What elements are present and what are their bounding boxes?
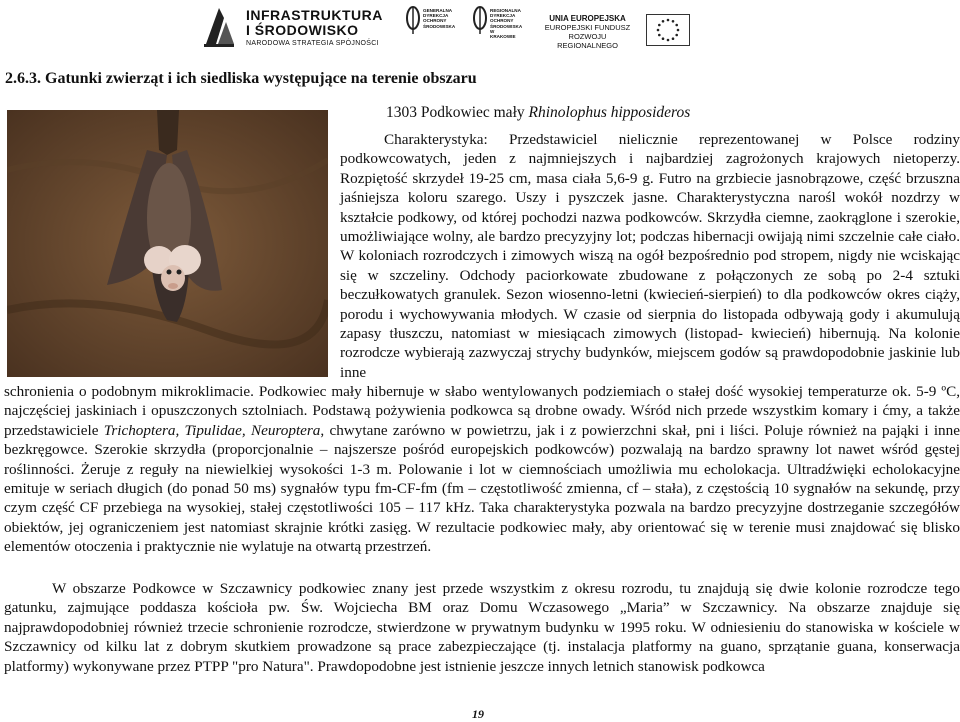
species-title — [386, 104, 690, 122]
para-part-a: schronienia o podobnym mikroklimacie. Podkowiec mały hibernuje w słabo wentylowanych podziemiach o stałej dość wysokiej temperaturze ok. 5-9 ºC, najczęściej jaskiniach i opuszczonych sztolniach. Podstawą pożywienia podkowca są drobne owady. Wśród nich przede wszystkim komary i ćmy, a także przedstawiciele — [4, 383, 960, 439]
section-heading: 2.6.3. Gatunki zwierząt i ich siedliska występujące na terenie obszaru — [5, 70, 477, 87]
insect-taxa: Trichoptera, Tipulidae, Neuroptera — [103, 421, 321, 439]
bat-photo — [7, 110, 328, 377]
eu-line1: UNIA EUROPEJSKA — [549, 14, 626, 23]
site-paragraph: W obszarze Podkowce w Szczawnicy podkowiec znany jest przede wszystkim z okresu rozrodu, tu znajdują się dwie kolonie rozrodcze tego gatunku, zajmujące poddasza kościoła pw. Św. Wojciecha BM oraz Domu Wczasowego „Maria” w Szczawnicy. Na obszarze znajduje się najprawdopodobniej również trzecie schronienie rozrodcze, stwierdzone w prywatnym budynku w 1995 roku. W odniesieniu do stanowiska w kościele w Szczawnicy od kilku lat z dobrym skutkiem prowadzone są prace zabezpieczające (tj. instalacja platformy na guano, sprzątanie guana, konserwacja platformy) wykonywane przez PTPP "pro Natura". Prawdopodobne jest istnienie jeszcze innych letnich stanowisk podkowca — [4, 580, 960, 675]
eu-line3: ROZWOJU REGIONALNEGO — [557, 32, 618, 50]
infra-line1: INFRASTRUKTURA — [246, 7, 383, 23]
gdos-logo — [403, 6, 456, 50]
gdos-text: GENERALNA DYREKCJA OCHRONY ŚRODOWISKA — [423, 8, 456, 29]
characteristics-paragraph-wrap: Charakterystyka: Przedstawiciel nielicznie reprezentowanej w Polsce rodziny podkowcowatych, jeden z najmniejszych i najbardziej zagrożonych krajowych nietoperzy. Rozpiętość skrzydeł 19-25 cm, masa ciała 5,6-9 g. Futro na grzbiecie jasnobrązowe, część brzuszna jaśniejsza koloru szarego. Uszy i pyszczek jasne. Charakterystyczna narośl wokół nozdrzy w kształcie podkowy, od której pochodzi nazwa podkowców. Skrzydła ciemne, zaokrąglone i szerokie, umożliwiające wolny, ale bardzo precyzyjny lot; podczas hibernacji owijają nimi szczelnie całe ciało. W koloniach rozrodczych i zimowych wiszą na ogół bezpośrednio pod stropem, nigdy nie wciskając się w szczeliny. Odchody paciorkowate zbudowane z połączonych ze sobą po 2-4 sztuki beczułkowatych granulek. Sezon wiosenno-letni (kwiecień-sierpień) to dla podkowców okres ciąży, porodu i wychowywania młodych. W czasie od sierpnia do listopada odbywają gody i akumulują zapasy tłuszczu, natomiast w miesiącach zimowych (listopad- kwiecień) hibernują. Na kolonie rozrodcze wybierają zazwyczaj strychy budynków, miejscem godów są prawdopodobnie jaskinie lub inne — [340, 131, 960, 381]
infrastruktura-logo — [200, 2, 400, 52]
infrastruktura-emblem-icon — [202, 4, 236, 48]
rdos-logo — [470, 6, 522, 50]
bat-illustration — [7, 110, 328, 377]
leaf-emblem-icon — [405, 6, 421, 36]
para-part-b: , chwytane zarówno w powietrzu, jak i z powierzchni skał, pni i liści. Poluje również na pająki i inne bezkręgowce. Szerokie skrzydła (proporcjonalnie – najszersze pośród europejskich podkowców) pozwalają na bardzo sprawny lot nawet wśród gęstej roślinności. Żeruje z reguły na niewielkiej wysokości 1-3 m. Polowanie i lot w ciemnościach umożliwia mu echolokacja. Ultradźwięki echolokacyjne emituje w seriach długich (do ponad 50 ms) sygnałów typu fm-CF-fm (fm – częstotliwość zmienna, cf – stała), z częstością 10 sygnałów na sekundę, przy czym część CF przebiega na wysokiej, stałej częstotliwości 105 – 117 kHz. Taka charakterystyka pozwala na bardzo precyzyjne dostrzeganie szczegółów obiektów, jej ograniczeniem jest natomiast skrajnie krótki zasięg. W rezultacie podkowiec mały, aby orientować się w terenie musi znajdować się blisko elementów otoczenia i praktycznie nie wylatuje na otwartą przestrzeń. — [4, 421, 960, 556]
page-number: 19 — [472, 707, 484, 721]
species-code: 1303 Podkowiec mały — [386, 104, 525, 121]
eu-flag-icon — [646, 14, 690, 46]
eu-logo — [540, 6, 690, 50]
eu-line2: EUROPEJSKI FUNDUSZ — [544, 23, 631, 32]
header-logos — [200, 0, 720, 56]
infra-line2: I ŚRODOWISKO — [246, 22, 359, 38]
rdos-text: REGIONALNA DYREKCJA OCHRONY ŚRODOWISKA W KRAKOWIE — [490, 8, 522, 40]
infra-title — [246, 8, 383, 38]
leaf-emblem-icon — [472, 6, 488, 36]
characteristics-paragraph-continued — [4, 382, 960, 557]
infra-subtitle: NARODOWA STRATEGIA SPÓJNOŚCI — [246, 40, 379, 47]
eu-text — [540, 14, 635, 50]
species-latin-name: Rhinolophus hipposideros — [528, 104, 691, 121]
